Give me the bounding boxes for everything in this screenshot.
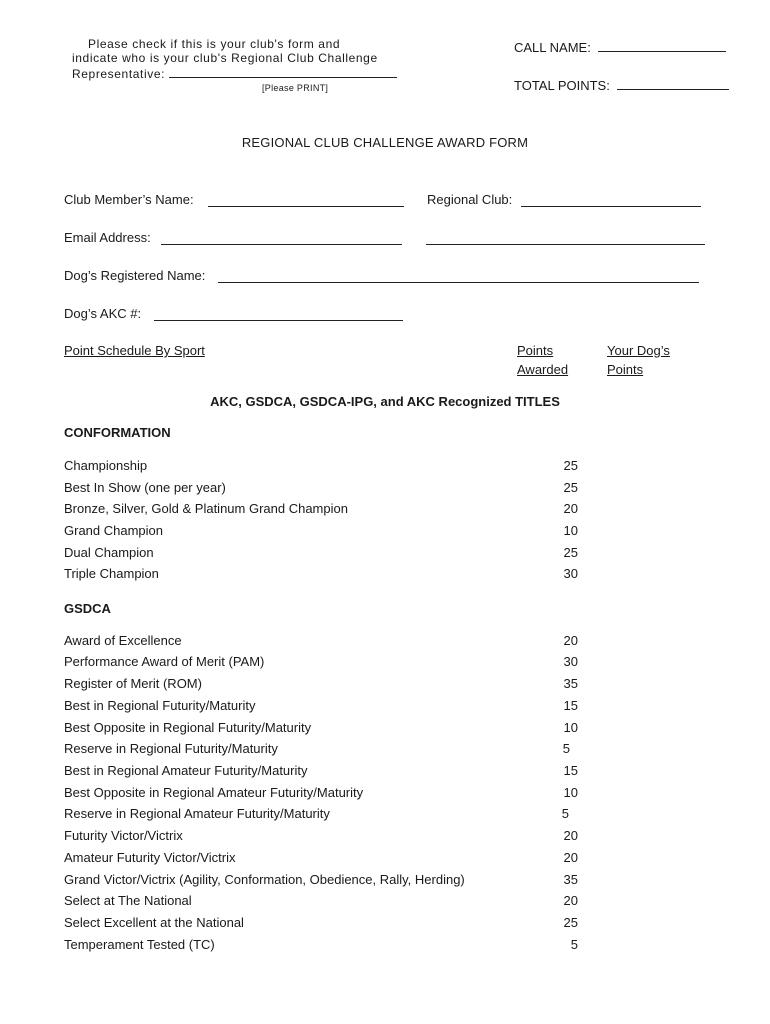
total-points-field[interactable] bbox=[617, 77, 729, 90]
dog-name-label: Dog’s Registered Name: bbox=[64, 268, 206, 283]
table-row-label: Best Opposite in Regional Amateur Futurity/Maturity bbox=[64, 785, 364, 800]
dog-name-field[interactable] bbox=[218, 282, 699, 283]
table-row-label: Championship bbox=[64, 458, 148, 473]
table-row-points: 10 bbox=[563, 720, 578, 735]
print-note: [Please PRINT] bbox=[262, 83, 329, 93]
regional-club-label: Regional Club: bbox=[427, 192, 513, 207]
table-row-points: 10 bbox=[563, 523, 578, 538]
table-row-label: Best in Regional Futurity/Maturity bbox=[64, 698, 256, 713]
conformation-heading: CONFORMATION bbox=[64, 425, 171, 440]
club-form-notice bbox=[72, 37, 412, 81]
table-row-points: 5 bbox=[561, 806, 569, 821]
table-row-label: Triple Champion bbox=[64, 566, 159, 581]
table-row-label: Best In Show (one per year) bbox=[64, 480, 226, 495]
table-row-points: 20 bbox=[563, 828, 578, 843]
table-row-label: Select at The National bbox=[64, 893, 192, 908]
representative-field[interactable] bbox=[169, 65, 397, 78]
member-name-field[interactable] bbox=[208, 206, 404, 207]
table-row-label: Grand Champion bbox=[64, 523, 163, 538]
regional-club-field[interactable] bbox=[521, 206, 701, 207]
total-points-label: TOTAL POINTS: bbox=[514, 78, 610, 93]
points-awarded-header-2: Awarded bbox=[517, 362, 569, 377]
email-extra-field[interactable] bbox=[426, 244, 705, 245]
table-row-points: 15 bbox=[563, 698, 578, 713]
email-label: Email Address: bbox=[64, 230, 151, 245]
table-row-label: Amateur Futurity Victor/Victrix bbox=[64, 850, 236, 865]
notice-line-3 bbox=[72, 65, 412, 81]
table-row-label: Best Opposite in Regional Futurity/Maturity bbox=[64, 720, 312, 735]
call-name-row bbox=[514, 39, 726, 55]
notice-line-1: Please check if this is your club's form and bbox=[88, 37, 341, 51]
notice-line-2: indicate who is your club's Regional Club Challenge bbox=[72, 51, 378, 65]
table-row-label: Dual Champion bbox=[64, 545, 154, 560]
points-awarded-header-1: Points bbox=[517, 343, 554, 358]
table-row-points: 25 bbox=[563, 915, 578, 930]
table-row-label: Bronze, Silver, Gold & Platinum Grand Champion bbox=[64, 501, 348, 516]
table-row-points: 30 bbox=[563, 566, 578, 581]
email-field[interactable] bbox=[161, 244, 402, 245]
table-row-points: 5 bbox=[570, 937, 578, 952]
your-dogs-points-header-2: Points bbox=[607, 362, 644, 377]
table-row-label: Performance Award of Merit (PAM) bbox=[64, 654, 265, 669]
table-row-points: 20 bbox=[563, 850, 578, 865]
table-row-label: Best in Regional Amateur Futurity/Maturity bbox=[64, 763, 308, 778]
member-name-label: Club Member’s Name: bbox=[64, 192, 194, 207]
table-row-points: 10 bbox=[563, 785, 578, 800]
representative-label: Representative: bbox=[72, 67, 166, 81]
table-row-label: Grand Victor/Victrix (Agility, Conformation, Obedience, Rally, Herding) bbox=[64, 872, 465, 887]
akc-number-label: Dog’s AKC #: bbox=[64, 306, 142, 321]
table-row-points: 30 bbox=[563, 654, 578, 669]
table-row-label: Register of Merit (ROM) bbox=[64, 676, 202, 691]
table-row-label: Reserve in Regional Amateur Futurity/Maturity bbox=[64, 806, 330, 821]
titles-heading: AKC, GSDCA, GSDCA-IPG, and AKC Recognized TITLES bbox=[210, 394, 560, 409]
table-row-label: Temperament Tested (TC) bbox=[64, 937, 215, 952]
table-row-points: 35 bbox=[563, 676, 578, 691]
form-title: REGIONAL CLUB CHALLENGE AWARD FORM bbox=[241, 135, 529, 150]
table-row-label: Reserve in Regional Futurity/Maturity bbox=[64, 741, 278, 756]
table-row-points: 5 bbox=[562, 741, 570, 756]
gsdca-heading: GSDCA bbox=[64, 601, 111, 616]
table-row-points: 25 bbox=[563, 458, 578, 473]
table-row-label: Award of Excellence bbox=[64, 633, 182, 648]
your-dogs-points-header-1: Your Dog’s bbox=[607, 343, 670, 358]
table-row-points: 15 bbox=[563, 763, 578, 778]
table-row-points: 20 bbox=[563, 893, 578, 908]
total-points-row bbox=[514, 77, 729, 93]
table-row-label: Futurity Victor/Victrix bbox=[64, 828, 183, 843]
table-row-points: 25 bbox=[563, 545, 578, 560]
call-name-label: CALL NAME: bbox=[514, 40, 591, 55]
call-name-field[interactable] bbox=[598, 39, 726, 52]
table-row-points: 20 bbox=[563, 501, 578, 516]
table-row-label: Select Excellent at the National bbox=[64, 915, 244, 930]
akc-number-field[interactable] bbox=[154, 320, 403, 321]
table-row-points: 20 bbox=[563, 633, 578, 648]
table-row-points: 25 bbox=[563, 480, 578, 495]
point-schedule-heading: Point Schedule By Sport bbox=[64, 343, 205, 358]
table-row-points: 35 bbox=[563, 872, 578, 887]
